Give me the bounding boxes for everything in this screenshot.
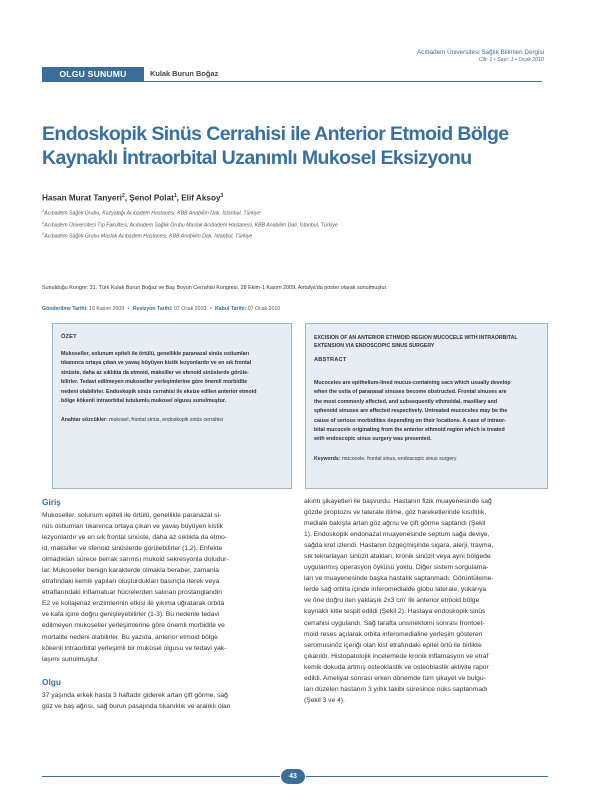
abstract-english-box <box>305 323 548 489</box>
text-line: Mukoseller, solunum epiteli ile örtülü, genellikle paranazal si- <box>42 512 222 519</box>
english-title-line: EXTENSION VIA ENDOSCOPIC SINUS SURGERY <box>314 343 435 349</box>
congress-note: Sunulduğu Kongre: 31. Türk Kulak Burun Boğaz ve Baş Boyun Cerrahisi Kongresi, 28 Ekim-1 Kasım 2009, Antalya'da poster olarak sunulmuştur. <box>42 285 388 291</box>
keywords-label: Anahtar sözcükler: <box>61 417 108 424</box>
text-line: 1). Endoskopik endonazal muayenesinde septum sağa deviye, <box>304 531 490 539</box>
section-subtitle: Kulak Burun Boğaz <box>150 69 219 78</box>
text-line: uygulanmış operasyon öyküsü yoktu. Diğer sistem sorgulama- <box>304 564 489 572</box>
text-line: ve öne doğru iten yaklaşık 2x3 cm' lik anterior etmoid bölge <box>304 597 480 605</box>
affiliation-text: Acıbadem Sağlık Grubu, Kozyatağı Acıbadem Hastanesi, KBB Anabilim Dalı, İstanbul, Türkiye <box>44 210 261 217</box>
article-title-line-2: Kaynaklı İntraorbital Uzanımlı Mukosel Eksizyonu <box>42 147 472 169</box>
abstract-line: when the ostia of paranasal sinuses become obstructed. Frontal sinuses are <box>314 389 507 396</box>
revised-date: 07 Ocak 2010 <box>173 306 207 312</box>
english-title <box>314 334 539 350</box>
abstract-line: tıkanınca ortaya çıkan ve yavaş büyüyen kistik lezyonlardır ve en sık frontal <box>61 360 252 367</box>
received-date: 16 Kasım 2009 <box>89 306 125 312</box>
text-line: mediale bakışta artan göz ağrısı ve çift görme saptandı (Şekil <box>304 520 486 528</box>
submission-dates <box>42 306 280 312</box>
text-line: lezyonlardır ve en sık frontal sinüste, daha az sıklıkta da etmo- <box>42 534 228 542</box>
abstract-line: Mukoseller, solunum epiteli ile örtülü, genellikle paranazal sinüs ostiumları <box>61 351 250 357</box>
abstract-english-text <box>314 379 539 445</box>
text-line: (Şekil 3 ve 4). <box>304 696 345 704</box>
keywords-english <box>314 455 539 463</box>
affiliation-mark: 3 <box>42 231 45 237</box>
abstract-line: nedeni olabilirler. Endoskopik sinüs cerrahisi ile eksize edilen anterior etmoid <box>61 388 257 395</box>
abstract-line: with endoscopic sinus surgery was presented. <box>314 436 432 443</box>
affiliation-text: Acıbadem Sağlık Grubu Maslak Acıbadem Hastanesi, KBB Anabilim Dalı, İstanbul, Türkiye <box>44 233 253 240</box>
journal-issue: Cilt: 1 • Sayı: 1 • Ocak 2010 <box>478 57 544 63</box>
text-line: kaynaklı kitle tespit edildi (Şekil 2). Hastaya endoskopik sinüs <box>304 608 486 616</box>
case-paragraph-continued <box>304 496 547 706</box>
page-number: 43 <box>281 769 305 784</box>
affiliation-text: Acıbadem Üniversitesi Tıp Fakültesi, Acıbadem Sağlık Grubu Maslak Acıbadem Hastanesi, KBB Anabilim Dalı, İstanbul, Türkiye <box>44 222 338 229</box>
author-name: Şenol Polat <box>129 193 174 203</box>
text-line: ları ve muayenesinde başka hastalık saptanmadı. Görüntüleme- <box>304 575 494 583</box>
keywords-text: mucocele, frontal sinus, endoscopic sinus surgery <box>341 455 457 462</box>
abstract-line: bölge kökenli intraorbital tutulumlu mukosel olgusu sunulmuştur. <box>61 398 227 405</box>
text-line: edildi. Ameliyat sonrası erken dönemde tüm şikayet ve bulgu- <box>304 674 486 682</box>
keywords-text: mukosel, frontal sinüs, endoskopik sinüs cerrahisi <box>109 417 224 424</box>
affiliation-mark: 1 <box>42 208 45 213</box>
author-separator: , <box>124 193 130 203</box>
author-name: Hasan Murat Tanyeri <box>42 193 122 203</box>
text-line: moid reses açılarak orbita inferomedialine yerleşim gösteren <box>304 630 483 638</box>
affiliation <box>42 230 552 242</box>
bullet-separator: • <box>127 306 130 312</box>
text-line: edilmeyen mukoseller yerleşimlerine göre önemli morbidite ve <box>42 622 225 630</box>
author-affiliation-mark: 1 <box>173 193 177 199</box>
text-line: sağda kret izlendi. Hastanın özgeçmişinde sigara, alerji, travma, <box>304 542 494 550</box>
case-paragraph <box>42 690 285 712</box>
text-line: laşımı sunulmuştur. <box>42 655 100 663</box>
accepted-date: 07 Ocak 2010 <box>247 306 281 312</box>
abstract-line: the most commonly affected, and subsequently ethmoidal, maxillary and <box>314 398 498 405</box>
text-line: akıntı şikayetleri ile başvurdu. Hastanın fizik muayenesinde sağ <box>304 498 492 505</box>
text-line: lerde sağ orbita içinde inferomedialde globu laterale, yukarıya <box>304 586 487 594</box>
keywords-turkish <box>61 416 283 424</box>
text-line: kemik dokuda artmış osteoklastik ve osteoblastik aktivite rapor <box>304 663 489 671</box>
author-affiliation-mark: 3 <box>220 193 224 199</box>
affiliation-list <box>42 207 552 242</box>
abstract-turkish-heading: ÖZET <box>61 334 77 340</box>
abstract-line: sphenoid sinuses are affected respectively. Untreated mucoceles may be the <box>314 408 508 415</box>
author-list <box>42 193 223 203</box>
body-column-right <box>304 496 547 706</box>
footer-rule-left <box>42 776 280 777</box>
text-line: 37 yaşında erkek hasta 3 haftadır giderek artan çift görme, sağ <box>42 691 228 699</box>
body-column-left <box>42 496 285 712</box>
abstract-turkish-box <box>52 323 292 489</box>
text-line: gözde proptozis ve laterale itilme, göz hareketlerinde kısıtlılık, <box>304 509 487 517</box>
text-line: cerrahisi uygulandı. Sağ tarafta unsinektomi sonrası frontoet- <box>304 619 485 627</box>
text-line: id, maksiller ve sfenoid sinüslerde görülebilirler (1,2). Enfekte <box>42 545 223 553</box>
text-line: nüs ostiumları tıkanınca ortaya çıkan ve yavaş büyüyen kistik <box>42 523 224 531</box>
footer-rule-right <box>306 776 548 777</box>
abstract-line: sinüste, daha az sıklıkta da etmoid, maksiller ve sfenoid sinüslerde görüle- <box>61 369 249 376</box>
text-line: kökenli intraorbital yerleşimli bir mukosel olgusu ve tedavi yak- <box>42 644 227 652</box>
abstract-line: bilirler. Tedavi edilmeyen mukoseller yerleşimlerine göre önemli morbidite <box>61 379 248 386</box>
section-tag-label: OLGU SUNUMU <box>59 69 127 79</box>
abstract-line: bital mucocele originating from the anterior ethmoid region which is treated <box>314 427 505 434</box>
abstract-line: cause of serious morbidities depending on their locations. A case of intraor- <box>314 417 506 424</box>
text-line: etraflarındaki inflamatuar hücrelerden salınan prostanglandin <box>42 589 222 597</box>
affiliation <box>42 207 552 219</box>
keywords-label: Keywords: <box>314 455 341 462</box>
text-line: sık tekrarlayan sinüzit atakları, kronik sinüzit veya aynı bölgede <box>304 553 491 561</box>
accepted-label: Kabul Tarihi: <box>215 306 247 312</box>
abstract-turkish-text <box>61 350 283 406</box>
text-line: E2 ve kollajenaz enzimlerinin etkisi ile yıkıma uğratarak orbita <box>42 600 225 608</box>
text-line: lar. Mukoseller benign karakterde olmakla beraber, zamanla <box>42 567 219 575</box>
text-line: ve kafa içine doğru genişleyebilirler (1-3). Bu nedenle tedavi <box>42 611 220 619</box>
abstract-english-heading: ABSTRACT <box>314 357 347 363</box>
affiliation <box>42 219 552 231</box>
heading-introduction: Giriş <box>42 497 61 507</box>
text-line: etrafındaki kemik yapıları oluşturdukları basınçla iterek veya <box>42 578 220 586</box>
author-name: Elif Aksoy <box>181 193 221 203</box>
received-label: Gönderilme Tarihi: <box>42 306 88 312</box>
journal-header <box>417 49 544 64</box>
affiliation-mark: 2 <box>42 219 45 225</box>
section-tag <box>42 67 144 81</box>
english-title-line: EXCISION OF AN ANTERIOR ETHMOID REGION MUCOCELE WITH INTRAORBITAL <box>314 335 518 341</box>
text-line: göz ve baş ağrısı, sağ burun pasajında tıkanıklık ve aralıklı olan <box>42 702 231 710</box>
section-bar <box>42 67 542 81</box>
author-affiliation-mark: 2 <box>121 193 125 199</box>
author-separator: , <box>176 193 182 203</box>
text-line: olmadıkları sürece berrak sarımsı mukoid sekresyonla doludur- <box>42 556 229 564</box>
introduction-paragraph <box>42 510 285 665</box>
section-divider <box>42 81 542 82</box>
text-line: ları düzelen hastanın 3 yıllık takibi süresince nüks saptanmadı <box>304 685 488 693</box>
article-title <box>42 122 557 170</box>
text-line: mortalite nedeni olabilirler. Bu yazıda, anterior etmoid bölge <box>42 633 218 641</box>
text-line: çıkarıldı. Histopatolojik incelemede kronik inflamasyon ve etraf <box>304 652 489 660</box>
article-title-line-1: Endoskopik Sinüs Cerrahisi ile Anterior Etmoid Bölge <box>42 123 509 145</box>
text-line: seromusinöz içeriği olan kist etrafındaki epitel örtü ile birlikte <box>304 641 482 649</box>
bullet-separator: • <box>209 306 212 312</box>
revised-label: Revizyon Tarihi: <box>132 306 173 312</box>
journal-name: Acıbadem Üniversitesi Sağlık Bilimleri Dergisi <box>416 49 544 56</box>
heading-case: Olgu <box>42 676 61 687</box>
abstract-line: Mucoceles are epithelium-lined mucus-containing sacs which usually develop <box>314 380 511 386</box>
